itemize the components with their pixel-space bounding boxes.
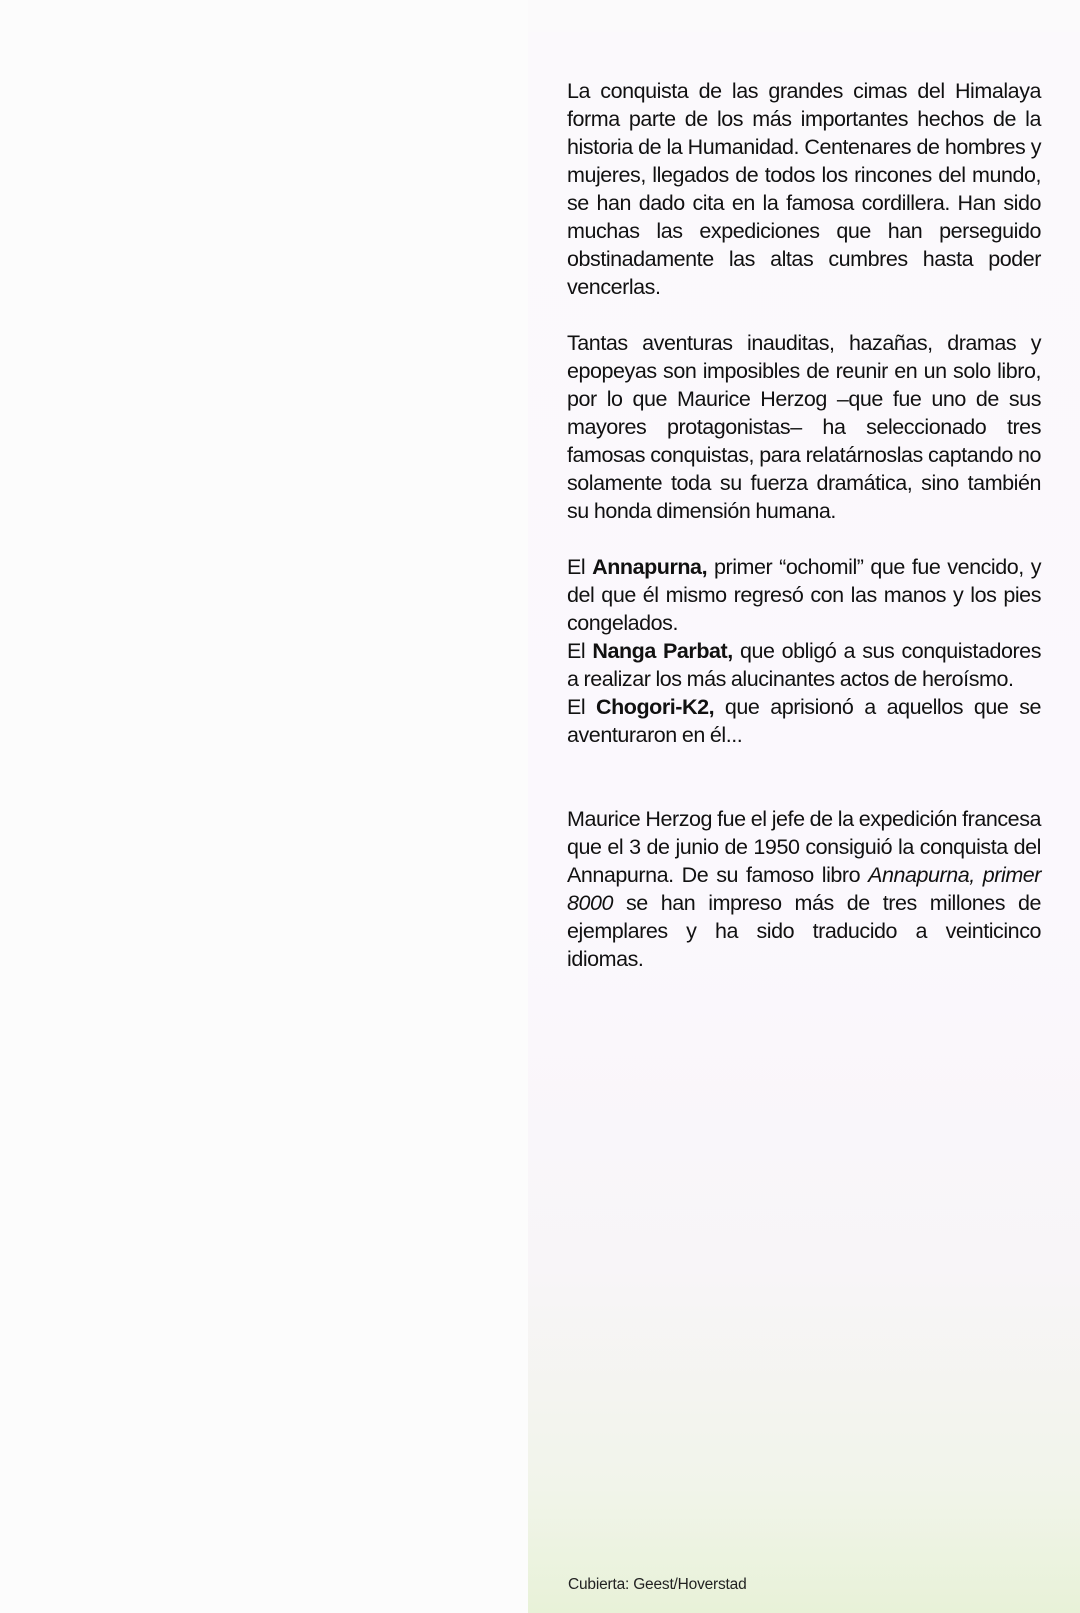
intro-paragraph-2: Tantas aventuras inauditas, hazañas, dramas y epopeyas son imposibles de reunir en un solo libro, por lo que Maurice Herzog –que fue uno de sus mayores protagonistas– ha seleccionado tres famosas conquistas, para relatárnoslas captando no solamente toda su fuerza dramática, sino también su honda dimensión humana. xyxy=(567,331,1041,523)
peak-prefix: El xyxy=(567,555,593,579)
peak-name-chogori-k2: Chogori-K2, xyxy=(596,695,715,719)
author-bio-text: Maurice Herzog fue el jefe de la expedición francesa que el 3 de junio de 1950 consiguió la conquista del Annapurna. De su famoso libro xyxy=(567,807,1041,887)
peak-annapurna xyxy=(567,553,1041,637)
inside-cover-left xyxy=(0,0,528,1613)
cover-credit: Cubierta: Geest/Hoverstad xyxy=(568,1576,747,1593)
peak-nanga-parbat xyxy=(567,637,1041,693)
intro-paragraph-1: La conquista de las grandes cimas del Himalaya forma parte de los más importantes hechos de la historia de la Humanidad. Centenares de hombres y mujeres, llegados de todos los rincones del mundo, se han dado cita en la famosa cordillera. Han sido muchas las expediciones que han perseguido obstinadamente las altas cumbres hasta poder vencerlas. xyxy=(567,79,1041,299)
author-bio xyxy=(567,805,1041,973)
peak-description: primer “ochomil” que fue vencido, y del que él mismo regresó con las manos y los pies congelados. xyxy=(567,555,1041,635)
peak-chogori-k2 xyxy=(567,693,1041,749)
peak-prefix: El xyxy=(567,639,593,663)
peak-name-annapurna: Annapurna, xyxy=(592,555,708,579)
author-bio-text-end: se han impreso más de tres millones de ejemplares y ha sido traducido a veinticinco idiomas. xyxy=(567,891,1041,971)
peak-prefix: El xyxy=(567,695,597,719)
back-cover-text xyxy=(567,77,1041,1001)
peak-name-nanga-parbat: Nanga Parbat, xyxy=(592,639,733,663)
peak-description: que aprisionó a aquellos que se aventuraron en él... xyxy=(567,695,1041,747)
peak-description: que obligó a sus conquistadores a realizar los más alucinantes actos de heroísmo. xyxy=(567,639,1041,691)
book-title: Annapurna, primer 8000 xyxy=(567,863,1041,915)
